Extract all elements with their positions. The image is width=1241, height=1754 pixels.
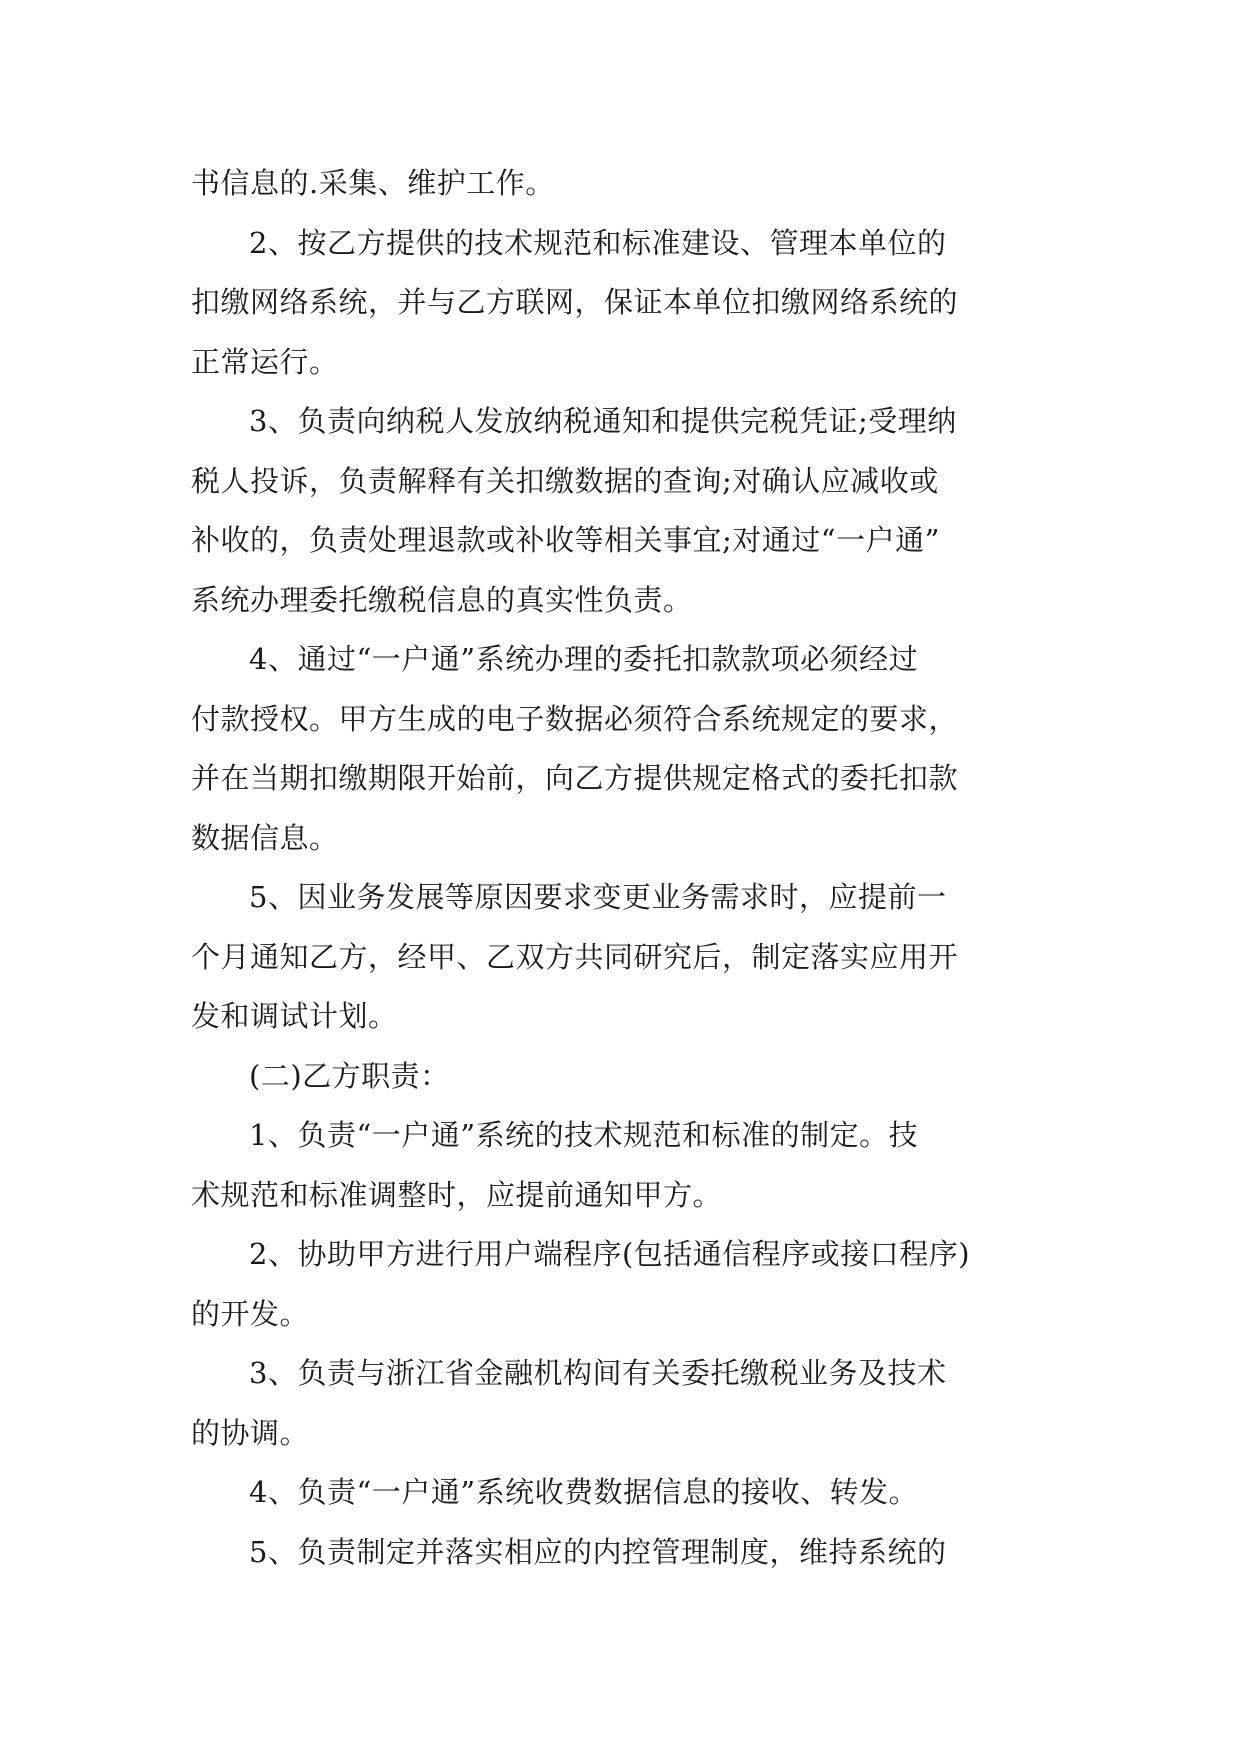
text-line: 5、负责制定并落实相应的内控管理制度，维持系统的: [249, 1534, 947, 1569]
text-line: 系统办理委托缴税信息的真实性负责。: [191, 582, 693, 617]
text-line: 税人投诉，负责解释有关扣缴数据的查询;对确认应减收或: [191, 463, 939, 498]
text-line: 的开发。: [191, 1296, 310, 1331]
text-line: 并在当期扣缴期限开始前，向乙方提供规定格式的委托扣款: [191, 761, 959, 795]
text-line: 2、协助甲方进行用户端程序(包括通信程序或接口程序): [249, 1237, 971, 1271]
text-line: 扣缴网络系统，并与乙方联网，保证本单位扣缴网络系统的: [191, 285, 959, 319]
text-line: 2、按乙方提供的技术规范和标准建设、管理本单位的: [249, 225, 947, 260]
text-line: 正常运行。: [191, 344, 339, 379]
text-line: 3、负责向纳税人发放纳税通知和提供完税凭证;受理纳: [249, 404, 957, 438]
text-line: 发和调试计划。: [191, 999, 398, 1033]
text-line: 数据信息。: [191, 820, 339, 855]
text-line: 4、通过“一户通”系统办理的委托扣款款项必须经过: [249, 642, 919, 676]
text-line: 书信息的.采集、维护工作。: [191, 166, 555, 200]
text-line: 1、负责“一户通”系统的技术规范和标准的制定。技: [249, 1118, 919, 1152]
text-line: 补收的，负责处理退款或补收等相关事宜;对通过“一户通”: [191, 523, 940, 557]
document-body: [191, 154, 1051, 1582]
text-line: 术规范和标准调整时，应提前通知甲方。: [191, 1177, 723, 1212]
text-line: 付款授权。甲方生成的电子数据必须符合系统规定的要求，: [191, 701, 959, 736]
text-line: 3、负责与浙江省金融机构间有关委托缴税业务及技术: [249, 1356, 947, 1390]
text-line: 5、因业务发展等原因要求变更业务需求时，应提前一: [249, 880, 947, 914]
text-line: 的协调。: [191, 1415, 310, 1450]
text-line: 4、负责“一户通”系统收费数据信息的接收、转发。: [249, 1475, 919, 1509]
text-line: (二)乙方职责：: [249, 1058, 450, 1093]
text-line: 个月通知乙方，经甲、乙双方共同研究后，制定落实应用开: [191, 939, 959, 974]
